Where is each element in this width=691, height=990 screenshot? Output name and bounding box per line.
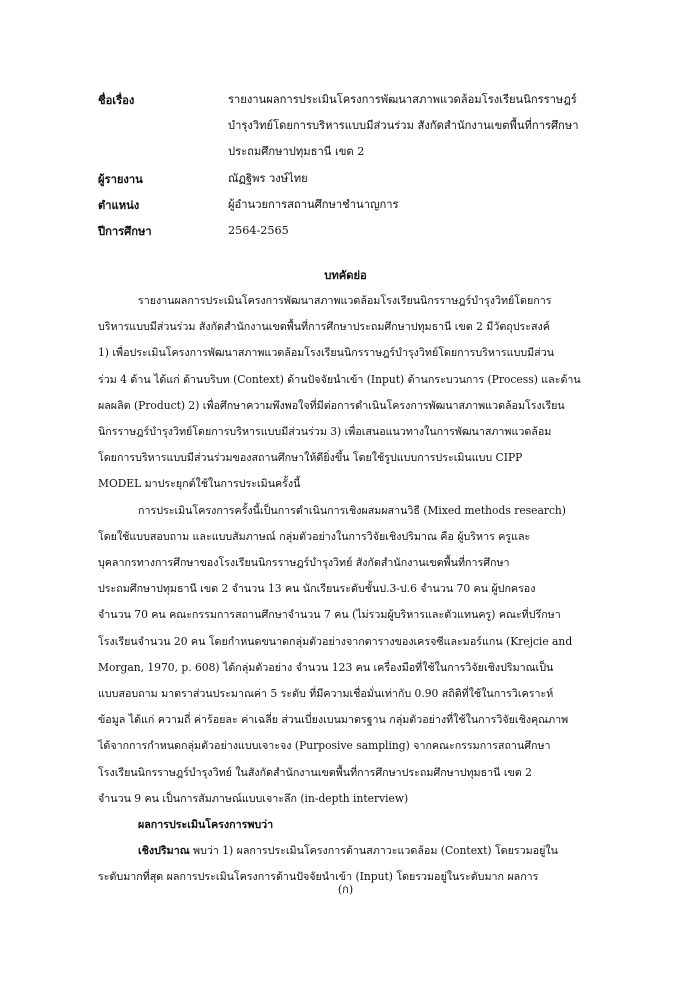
paragraph-line: MODEL มาประยุกต์ใช้ในการประเมินครั้งนี้ <box>98 477 301 491</box>
paragraph-line: ร่วม 4 ด้าน ได้แก่ ด้านบริบท (Context) ด้านปัจจัยนำเข้า (Input) ด้านกระบวนการ (Process) และด้าน <box>98 372 581 386</box>
academic-year-label: ปีการศึกษา <box>98 223 152 238</box>
position-row <box>98 192 618 218</box>
paragraph-line: โดยการบริหารแบบมีส่วนร่วมของสถานศึกษาให้ดียิ่งขึ้น โดยใช้รูปแบบการประเมินแบบ CIPP <box>98 451 523 465</box>
paragraph-line: ระดับมากที่สุด ผลการประเมินโครงการด้านปัจจัยนำเข้า (Input) โดยรวมอยู่ในระดับมาก ผลการ <box>98 870 539 884</box>
methodology-paragraph <box>98 498 618 812</box>
paragraph-line: โรงเรียนจำนวน 20 คน โดยกำหนดขนาดกลุ่มตัวอย่างจากตารางของเครจซีและมอร์แกน (Krejcie and <box>98 634 573 648</box>
reporter-row <box>98 166 618 192</box>
paragraph-line: ผลผลิต (Product) 2) เพื่อศึกษาความพึงพอใจที่มีต่อการดำเนินโครงการพัฒนาสภาพแวดล้อมโรงเรียน <box>98 398 565 412</box>
abstract-body <box>98 288 618 891</box>
paragraph-line: บริหารแบบมีส่วนร่วม สังกัดสำนักงานเขตพื้นที่การศึกษาประถมศึกษาปทุมธานี เขต 2 มีวัตถุประสงค์ <box>98 320 550 334</box>
paragraph-line: การประเมินโครงการครั้งนี้เป็นการดำเนินการเชิงผสมผสานวิธี (Mixed methods research) <box>138 503 566 517</box>
title-label: ชื่อเรื่อง <box>98 93 135 107</box>
title-line: ประถมศึกษาปทุมธานี เขต 2 <box>228 145 365 159</box>
paragraph-line: บุคลากรทางการศึกษาของโรงเรียนนิกรราษฎร์บำรุงวิทย์ สังกัดสำนักงานเขตพื้นที่การศึกษา <box>98 556 510 570</box>
abstract-heading: บทคัดย่อ <box>324 268 367 282</box>
results-line-text: พบว่า 1) ผลการประเมินโครงการด้านสภาวะแวดล้อม (Context) โดยรวมอยู่ใน <box>189 844 558 858</box>
paragraph-line: 1) เพื่อประเมินโครงการพัฒนาสภาพแวดล้อมโรงเรียนนิกรราษฎร์บำรุงวิทย์โดยการบริหารแบบมีส่วน <box>98 346 555 360</box>
paragraph-line: ได้จากการกำหนดกลุ่มตัวอย่างแบบเจาะจง (Purposive sampling) จากคณะกรรมการสถานศึกษา <box>98 739 551 753</box>
paragraph-line: โรงเรียนนิกรราษฎร์บำรุงวิทย์ ในสังกัดสำนักงานเขตพื้นที่การศึกษาประถมศึกษาปทุมธานี เขต 2 <box>98 765 532 779</box>
paragraph-line: Morgan, 1970, p. 608) ได้กลุ่มตัวอย่าง จำนวน 123 คน เครื่องมือที่ใช้ในการวิจัยเชิงปริมาณเป็น <box>98 660 554 674</box>
reporter-label: ผู้รายงาน <box>98 171 143 186</box>
academic-year-row <box>98 218 618 244</box>
paragraph-line: แบบสอบถาม มาตราส่วนประมาณค่า 5 ระดับ ที่มีความเชื่อมั่นเท่ากับ 0.90 สถิติที่ใช้ในการวิเคราะห์ <box>98 687 554 701</box>
position-value: ผู้อำนวยการสถานศึกษาชำนาญการ <box>228 197 399 211</box>
results-heading: ผลการประเมินโครงการพบว่า <box>138 818 274 832</box>
paragraph-line: ข้อมูล ได้แก่ ความถี่ ค่าร้อยละ ค่าเฉลี่ย ส่วนเบี่ยงเบนมาตรฐาน กลุ่มตัวอย่างที่ใช้ในการวิจัยเชิงคุณภาพ <box>98 713 569 727</box>
paragraph-line: โดยใช้แบบสอบถาม และแบบสัมภาษณ์ กลุ่มตัวอย่างในการวิจัยเชิงปริมาณ คือ ผู้บริหาร ครูและ <box>98 529 531 543</box>
title-line: รายงานผลการประเมินโครงการพัฒนาสภาพแวดล้อมโรงเรียนนิกรราษฎร์ <box>228 93 577 106</box>
position-label: ตำแหน่ง <box>98 197 140 212</box>
academic-year-value: 2564-2565 <box>228 223 289 237</box>
page-number: (ก) <box>337 883 354 896</box>
title-row <box>98 87 618 166</box>
quantitative-label: เชิงปริมาณ <box>138 844 190 858</box>
paragraph-line: จำนวน 9 คน เป็นการสัมภาษณ์แบบเจาะลึก (in-depth interview) <box>98 791 409 805</box>
document-metadata <box>98 87 618 244</box>
title-value <box>228 87 618 166</box>
paragraph-line: จำนวน 70 คน คณะกรรมการสถานศึกษาจำนวน 7 คน (ไม่รวมผู้บริหารและตัวแทนครู) คณะที่ปรึกษา <box>98 608 561 622</box>
paragraph-line: ประถมศึกษาปทุมธานี เขต 2 จำนวน 13 คน นักเรียนระดับชั้นป.3-ป.6 จำนวน 70 คน ผู้ปกครอง <box>98 582 536 596</box>
objectives-paragraph <box>98 288 618 498</box>
paragraph-line: นิกรราษฎร์บำรุงวิทย์โดยการบริหารแบบมีส่วนร่วม 3) เพื่อเสนอแนวทางในการพัฒนาสภาพแวดล้อม <box>98 425 552 439</box>
reporter-value: ณัฏฐิพร วงษ์ไทย <box>228 171 308 185</box>
paragraph-line: รายงานผลการประเมินโครงการพัฒนาสภาพแวดล้อมโรงเรียนนิกรราษฎร์บำรุงวิทย์โดยการ <box>138 294 552 307</box>
title-line: บำรุงวิทย์โดยการบริหารแบบมีส่วนร่วม สังกัดสำนักงานเขตพื้นที่การศึกษา <box>228 119 579 133</box>
paragraph-line <box>98 838 618 864</box>
